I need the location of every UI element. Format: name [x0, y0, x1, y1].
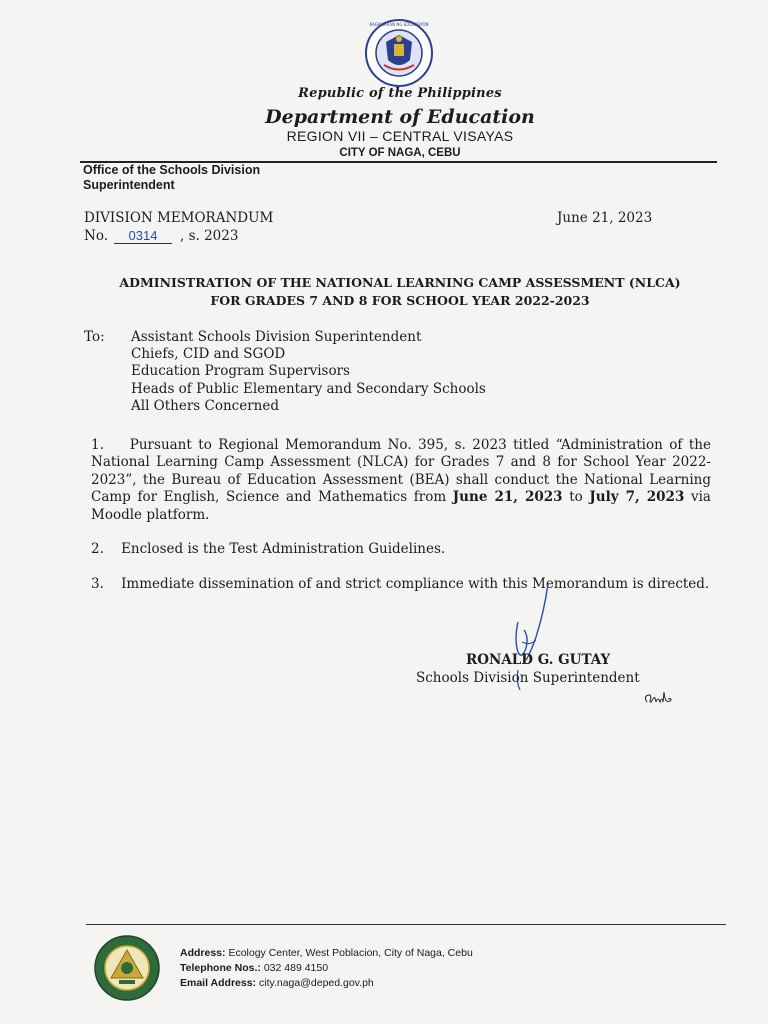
office-name: Office of the Schools Division Superintendent	[83, 163, 261, 192]
memo-subject	[60, 274, 740, 310]
signatory-title: Schools Division Superintendent	[416, 670, 640, 686]
address-line	[180, 946, 473, 961]
phone-value: 032 489 4150	[263, 962, 329, 974]
phone-label: Telephone Nos.:	[180, 962, 261, 974]
email-line	[180, 976, 473, 991]
region-heading: REGION VII – CENTRAL VISAYAS	[286, 128, 514, 144]
end-date: July 7, 2023	[589, 489, 685, 506]
paragraph-connector: to	[562, 489, 590, 506]
paragraph-1	[91, 437, 711, 524]
memo-number: 0314	[114, 228, 172, 244]
memo-type: DIVISION MEMORANDUM	[84, 210, 274, 226]
paragraph-3	[91, 576, 711, 593]
address-value: Ecology Center, West Poblacion, City of Naga, Cebu	[228, 947, 473, 959]
division-seal-icon	[93, 934, 161, 1002]
svg-text:KAGAWARAN NG EDUKASYON: KAGAWARAN NG EDUKASYON	[369, 22, 429, 27]
address-label: Address:	[180, 947, 226, 959]
subject-line-1: ADMINISTRATION OF THE NATIONAL LEARNING CAMP ASSESSMENT (NLCA)	[119, 275, 681, 290]
paragraph-text-end: via Moodle platform.	[91, 489, 711, 523]
phone-line	[180, 961, 473, 976]
paragraph-2	[91, 541, 711, 558]
department-heading: Department of Education	[265, 106, 535, 128]
republic-heading: Republic of the Philippines	[298, 86, 502, 101]
city-heading: CITY OF NAGA, CEBU	[339, 147, 461, 159]
memo-series: , s. 2023	[180, 228, 239, 244]
paragraph-number: 3.	[91, 576, 104, 592]
deped-seal-icon	[364, 18, 434, 88]
recipient-item: All Others Concerned	[131, 397, 280, 414]
email-label: Email Address:	[180, 977, 257, 989]
memo-number-line	[84, 228, 238, 244]
paragraph-text: Pursuant to Regional Memorandum No. 395, s. 2023 titled “Administration of the National Learning Camp Assessment (NLCA) for Grades 7 and 8 for School Year 2022-2023”, the Bureau of Education Assessment (BEA) shall conduct the National Learning Camp for English, Science and Mathematics from	[91, 437, 711, 506]
paragraph-number: 1.	[91, 437, 104, 453]
signatory-name: RONALD G. GUTAY	[466, 652, 611, 668]
subject-line-2: FOR GRADES 7 AND 8 FOR SCHOOL YEAR 2022-2023	[210, 293, 590, 308]
handwritten-initials	[641, 690, 681, 710]
contact-info	[180, 946, 473, 991]
recipient-item: Education Program Supervisors	[131, 363, 350, 380]
paragraph-number: 2.	[91, 541, 104, 557]
paragraph-text: Immediate dissemination of and strict compliance with this Memorandum is directed.	[121, 576, 710, 592]
start-date: June 21, 2023	[452, 489, 563, 506]
footer-divider	[86, 924, 726, 925]
recipients-label: To:	[84, 329, 105, 345]
recipients-list	[131, 329, 486, 415]
recipient-item: Assistant Schools Division Superintendent	[131, 329, 422, 345]
recipient-item: Chiefs, CID and SGOD	[131, 346, 286, 363]
paragraph-text: Enclosed is the Test Administration Guidelines.	[121, 541, 446, 557]
recipient-item: Heads of Public Elementary and Secondary Schools	[131, 380, 486, 397]
memo-date: June 21, 2023	[557, 210, 653, 226]
memo-number-label: No.	[84, 228, 108, 244]
email-value: city.naga@deped.gov.ph	[258, 977, 374, 989]
